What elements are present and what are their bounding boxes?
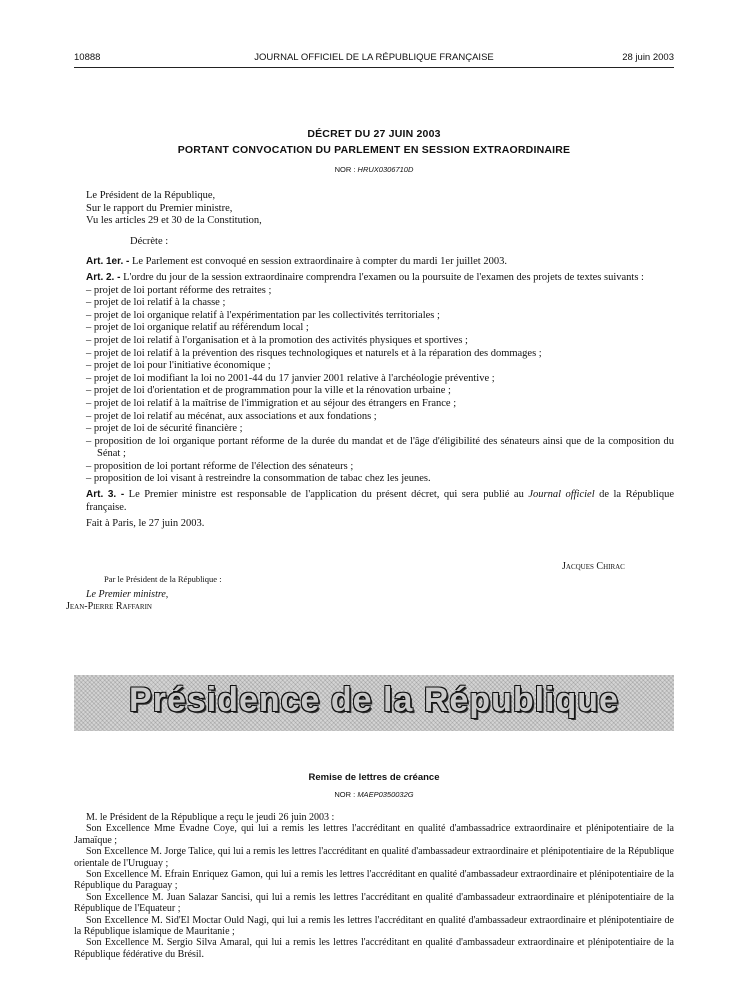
section-banner	[74, 675, 674, 731]
fait-a-paris: Fait à Paris, le 27 juin 2003.	[86, 518, 205, 530]
ambassador-entry: Son Excellence M. Jorge Talice, qui lui a remis les lettres l'accréditant en qualité d'ambassadeur extraordinaire et plénipotentiaire de la République orientale de l'Uruguay ;	[74, 846, 674, 869]
ambassador-entry: Son Excellence M. Sergio Silva Amaral, qui lui a remis les lettres l'accréditant en qualité d'ambassadeur extraordinaire et plénipotentiaire de la République fédérative du Brésil.	[74, 937, 674, 960]
article-2-label: Art. 2. -	[86, 271, 121, 283]
article-1-label: Art. 1er. -	[86, 256, 130, 268]
nor-label: NOR :	[334, 165, 356, 174]
pm-title: Le Premier ministre,	[86, 589, 169, 600]
issue-date: 28 juin 2003	[622, 52, 674, 63]
signatory: Jacques Chirac	[562, 561, 625, 572]
ambassador-entry: Son Excellence Mme Evadne Coye, qui lui a remis les lettres l'accréditant en qualité d'ambassadrice extraordinaire et plénipotentiaire de la Jamaïque ;	[74, 823, 674, 846]
agenda-item: – proposition de loi visant à restreindre la consommation de tabac chez les jeunes.	[86, 473, 431, 485]
ambassador-list	[74, 823, 674, 960]
decree-title-line1: DÉCRET DU 27 JUIN 2003	[307, 128, 441, 140]
article-3	[86, 489, 674, 514]
article-3-text-end: de la République française.	[86, 489, 674, 513]
ambassador-entry: Son Excellence M. Juan Salazar Sancisi, qui lui a remis les lettres l'accréditant en qualité d'ambassadeur extraordinaire et plénipotentiaire de la République de l'Equateur ;	[74, 891, 674, 915]
agenda-item: – projet de loi relatif à la chasse ;	[86, 297, 226, 309]
agenda-item: – projet de loi relatif au mécénat, aux associations et aux fondations ;	[86, 410, 377, 422]
banner-title: Présidence de la République	[129, 681, 619, 719]
nor-label: NOR :	[334, 790, 356, 799]
preamble-line: Sur le rapport du Premier ministre,	[86, 202, 233, 214]
ambassador-entry: Son Excellence M. Efrain Enriquez Gamon, qui lui a remis les lettres l'accréditant en qualité d'ambassadeur extraordinaire et plénipotentiaire de la République du Paraguay ;	[74, 869, 674, 892]
agenda-item: – projet de loi portant réforme des retraites ;	[86, 284, 272, 296]
pm-name: Jean-Pierre Raffarin	[66, 601, 152, 612]
running-header	[74, 52, 674, 66]
agenda-item: – projet de loi pour l'initiative économique ;	[86, 360, 271, 372]
decree-nor	[74, 165, 674, 174]
agenda-item: – proposition de loi organique portant réforme de la durée du mandat et de l'âge d'éligibilité des sénateurs ainsi que de la composition du Sénat ;	[86, 435, 674, 460]
agenda-item: – projet de loi d'orientation et de programmation pour la ville et la rénovation urbaine ;	[86, 385, 451, 397]
preamble-line: Vu les articles 29 et 30 de la Constitution,	[86, 215, 262, 227]
journal-officiel-italic: Journal officiel	[528, 489, 595, 501]
agenda-item: – projet de loi organique relatif au référendum local ;	[86, 322, 309, 334]
remise-intro: M. le Président de la République a reçu le jeudi 26 juin 2003 :	[86, 812, 335, 823]
agenda-item: – proposition de loi portant réforme de l'élection des sénateurs ;	[86, 460, 354, 472]
agenda-item: – projet de loi organique relatif à l'expérimentation par les collectivités territoriales ;	[86, 309, 440, 321]
nor-code: HRUX0306710D	[357, 165, 414, 174]
remise-nor	[74, 790, 674, 799]
agenda-item: – projet de loi modifiant la loi no 2001-44 du 17 janvier 2001 relative à l'archéologie préventive ;	[86, 372, 495, 384]
agenda-item: – projet de loi relatif à l'organisation et à la promotion des activités physiques et sportives ;	[86, 334, 468, 346]
journal-title: JOURNAL OFFICIEL DE LA RÉPUBLIQUE FRANÇAISE	[254, 52, 494, 63]
nor-code: MAEP0350032G	[357, 790, 414, 799]
article-1	[86, 256, 674, 269]
decree-body	[86, 190, 674, 531]
article-2-text: L'ordre du jour de la session extraordinaire comprendra l'examen ou la poursuite de l'examen des projets de textes suivants :	[123, 271, 644, 283]
decree-title-line2: PORTANT CONVOCATION DU PARLEMENT EN SESSION EXTRAORDINAIRE	[177, 144, 571, 156]
agenda-item: – projet de loi de sécurité financière ;	[86, 423, 243, 435]
article-1-text: Le Parlement est convoqué en session extraordinaire à compter du mardi 1er juillet 2003.	[131, 256, 507, 268]
decrete: Décrète :	[130, 235, 169, 247]
page-number: 10888	[74, 52, 101, 63]
article-3-text: Le Premier ministre est responsable de l'application du présent décret, qui sera publié au	[128, 489, 529, 501]
preamble-line: Le Président de la République,	[86, 190, 216, 201]
agenda-list	[86, 285, 674, 487]
header-rule	[74, 67, 674, 68]
agenda-item: – projet de loi relatif à la maîtrise de l'immigration et au séjour des étrangers en France ;	[86, 397, 457, 409]
article-2	[86, 272, 674, 285]
par-le-president: Par le Président de la République :	[104, 574, 222, 584]
ambassador-entry: Son Excellence M. Sid'El Moctar Ould Nagi, qui lui a remis les lettres l'accréditant en qualité d'ambassadeur extraordinaire et plénipotentiaire de la République islamique de Mauritanie ;	[74, 914, 674, 938]
agenda-item: – projet de loi relatif à la prévention des risques technologiques et naturels et à la réparation des dommages ;	[86, 347, 542, 359]
remise-title: Remise de lettres de créance	[308, 772, 440, 783]
remise-body	[74, 812, 674, 960]
article-3-label: Art. 3. -	[86, 489, 125, 501]
